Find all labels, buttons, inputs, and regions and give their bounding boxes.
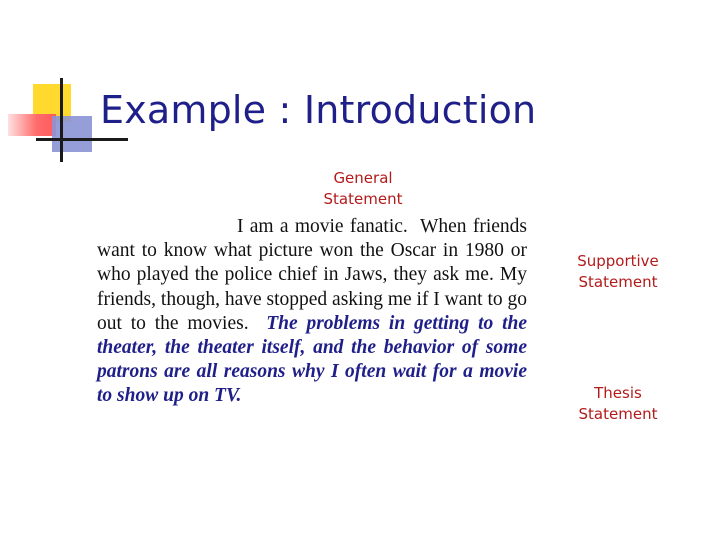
red-gradient-shape — [8, 114, 56, 136]
intro-paragraph — [97, 215, 527, 409]
horizontal-line-shape — [36, 138, 128, 141]
blue-square-shape — [52, 116, 92, 152]
slide-logo-decoration — [0, 0, 110, 170]
general-sentence: I am a movie fanatic. — [237, 216, 408, 237]
supportive-sentences: When friends want to know what picture won the Oscar in 1980 or who played the police chief in Jaws, they ask me. My friends, though, have stopped asking me if I want to go out to the movies. — [97, 216, 527, 334]
thesis-statement-label: Thesis Statement — [578, 384, 658, 423]
thesis-sentence: The problems in getting to the theater, the theater itself, and the behavior of some patrons are all reasons why I often wait for a movie to show up on TV. — [97, 312, 527, 407]
general-statement-label: General Statement — [323, 169, 403, 208]
slide-title: Example : Introduction — [100, 88, 537, 132]
vertical-line-shape — [60, 78, 63, 162]
supportive-statement-label: Supportive Statement — [577, 252, 659, 291]
